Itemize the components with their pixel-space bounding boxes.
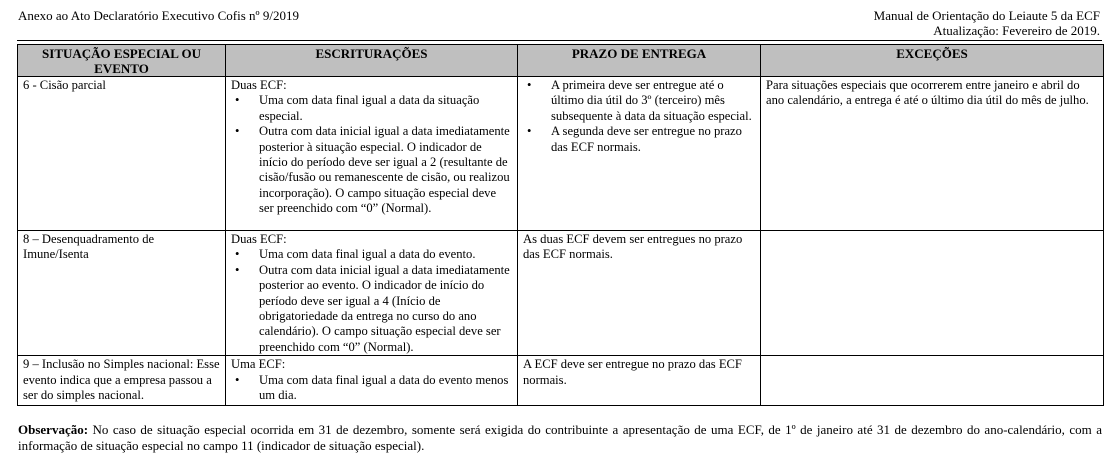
- list-item-text: Uma com data final igual a data da situação especial.: [259, 93, 480, 123]
- list-item: [231, 124, 512, 216]
- list-item-text: Outra com data inicial igual a data imediatamente posterior à situação especial. O indicador de início do período deve ser igual a 2 (resultante de cisão/fusão ou remanescente de cisão, ou realizou incorporação). O campo situação especial deve ser preenchido com “0” (Normal).: [259, 124, 510, 216]
- cell-prazo: A ECF deve ser entregue no prazo das ECF normais.: [518, 356, 761, 406]
- prazo-list: [523, 78, 755, 155]
- list-item: [523, 78, 755, 124]
- escrituracoes-list: [231, 373, 512, 404]
- table-row: [18, 77, 1104, 231]
- observacao-text: No caso de situação especial ocorrida em 31 de dezembro, somente será exigida do contribuinte a apresentação de uma ECF, de 1º de janeiro até 31 de dezembro do ano-calendário, com a informação de situação especial no campo 11 (indicador de situação especial).: [18, 422, 1102, 453]
- list-item: [523, 124, 755, 155]
- list-item: [231, 373, 512, 404]
- list-item-text: A segunda deve ser entregue no prazo das ECF normais.: [551, 124, 742, 154]
- column-header-excecoes: EXCEÇÕES: [761, 45, 1104, 77]
- list-item-text: Uma com data final igual a data do evento.: [259, 247, 476, 262]
- cell-excecoes: Para situações especiais que ocorrerem entre janeiro e abril do ano calendário, a entrega é até o último dia útil do mês de julho.: [761, 77, 1104, 231]
- bullet-icon: •: [235, 247, 240, 262]
- cell-escrituracoes: [226, 77, 518, 231]
- list-item-text: Outra com data inicial igual a data imediatamente posterior ao evento. O indicador de início do período deve ser igual a 4 (Início de obrigatoriedade da entrega no curso do ano calendário). O campo situação especial deve ser preenchido com “0” (Normal).: [259, 262, 510, 354]
- cell-situacao: 6 - Cisão parcial: [18, 77, 226, 231]
- bullet-icon: •: [235, 93, 240, 108]
- observacao-note: [18, 422, 1102, 454]
- bullet-icon: •: [527, 78, 532, 92]
- cell-escrituracoes: [226, 356, 518, 406]
- cell-situacao: 8 – Desenquadramento de Imune/Isenta: [18, 231, 226, 356]
- cell-prazo: As duas ECF devem ser entregues no prazo das ECF normais.: [518, 231, 761, 356]
- header-left-title: Anexo ao Ato Declaratório Executivo Cofis nº 9/2019: [18, 8, 299, 23]
- table-row: [18, 356, 1104, 406]
- header-update-date: Atualização: Fevereiro de 2019.: [933, 23, 1100, 38]
- list-item: [231, 263, 512, 355]
- bullet-icon: •: [235, 372, 240, 387]
- header-right-block: [874, 8, 1100, 38]
- list-item: [231, 93, 512, 124]
- cell-excecoes: [761, 356, 1104, 406]
- bullet-icon: •: [527, 124, 532, 139]
- list-item: [231, 247, 512, 262]
- escrituracoes-list: [231, 93, 512, 216]
- bullet-icon: •: [235, 262, 240, 277]
- list-item-text: Uma com data final igual a data do evento menos um dia.: [259, 372, 509, 403]
- column-header-situacao: SITUAÇÃO ESPECIAL OU EVENTO: [18, 45, 226, 77]
- observacao-label: Observação:: [18, 422, 89, 437]
- column-header-escrituracoes: ESCRITURAÇÕES: [226, 45, 518, 77]
- cell-excecoes: [761, 231, 1104, 356]
- header-rule: [17, 40, 1102, 41]
- escrituracoes-intro: Duas ECF:: [231, 232, 287, 246]
- bullet-icon: •: [235, 124, 240, 139]
- escrituracoes-intro: Duas ECF:: [231, 78, 287, 92]
- cell-prazo: [518, 77, 761, 231]
- escrituracoes-list: [231, 247, 512, 355]
- table-row: [18, 231, 1104, 356]
- header-manual-title: Manual de Orientação do Leiaute 5 da ECF: [873, 8, 1100, 23]
- situacao-especial-table: [17, 44, 1104, 406]
- column-header-prazo: PRAZO DE ENTREGA: [518, 45, 761, 77]
- table-header-row: [18, 45, 1104, 77]
- cell-escrituracoes: [226, 231, 518, 356]
- escrituracoes-intro: Uma ECF:: [231, 357, 286, 372]
- list-item-text: A primeira deve ser entregue até o último dia útil do 3º (terceiro) mês subsequente à data da situação especial.: [551, 78, 752, 123]
- cell-situacao: 9 – Inclusão no Simples nacional: Esse evento indica que a empresa passou a ser do simples nacional.: [18, 356, 226, 406]
